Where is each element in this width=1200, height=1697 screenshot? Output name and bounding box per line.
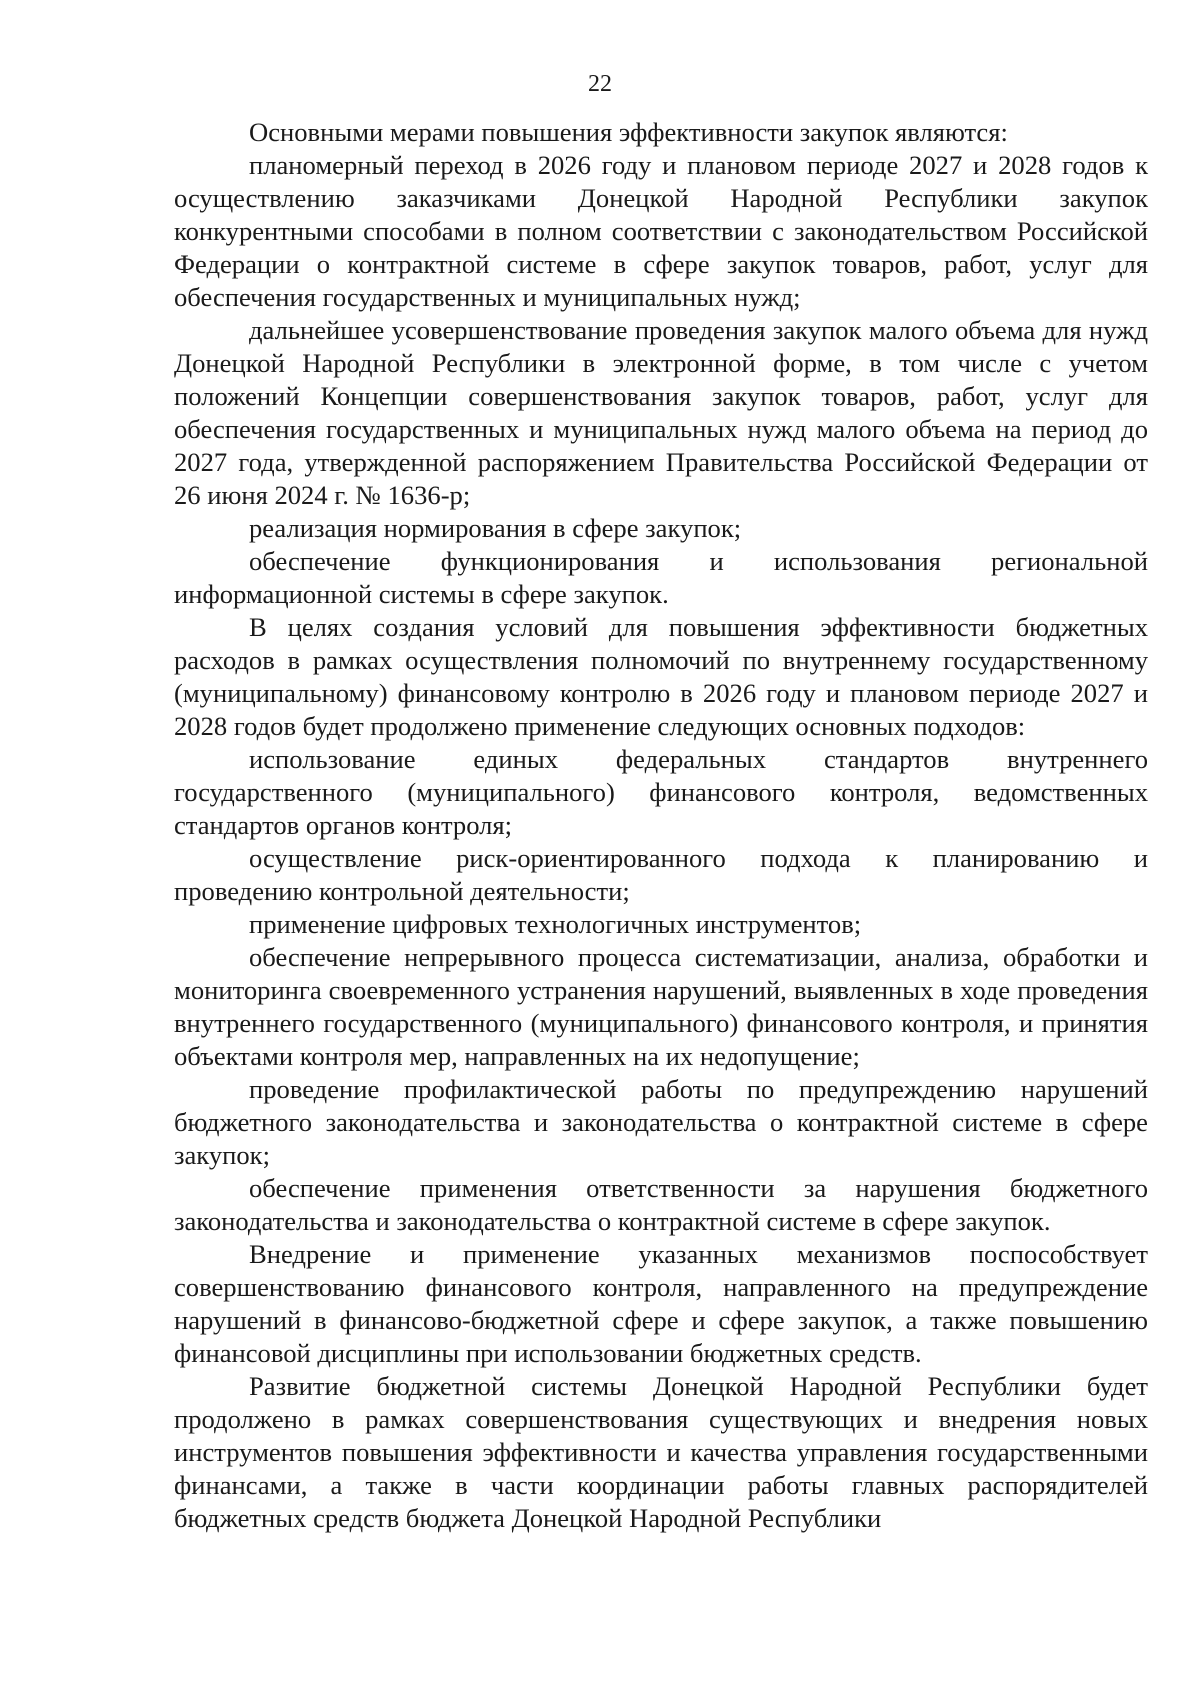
paragraph: Основными мерами повышения эффективности закупок являются: <box>249 117 1008 147</box>
paragraph: обеспечение непрерывного процесса систематизации, анализа, обработки и мониторинга своевременного устранения нарушений, выявленных в ходе проведения внутреннего государственного (муниципального) финансового контроля, и принятия объектами контроля мер, направленных на их недопущение; <box>174 942 1148 1071</box>
paragraph: Внедрение и применение указанных механизмов поспособствует совершенствованию финансового контроля, направленного на предупреждение нарушений в финансово-бюджетной сфере и сфере закупок, а также повышению финансовой дисциплины при использовании бюджетных средств. <box>174 1239 1148 1368</box>
paragraph: применение цифровых технологичных инструментов; <box>249 909 862 939</box>
paragraph: реализация нормирования в сфере закупок; <box>249 513 742 543</box>
paragraph: Развитие бюджетной системы Донецкой Народной Республики будет продолжено в рамках совершенствования существующих и внедрения новых инструментов повышения эффективности и качества управления государственными финансами, а также в части координации работы главных распорядителей бюджетных средств бюджета Донецкой Народной Республики <box>174 1371 1148 1533</box>
paragraph: использование единых федеральных стандартов внутреннего государственного (муниципального) финансового контроля, ведомственных стандартов органов контроля; <box>174 744 1148 840</box>
paragraph: В целях создания условий для повышения эффективности бюджетных расходов в рамках осуществления полномочий по внутреннему государственному (муниципальному) финансовому контролю в 2026 году и плановом периоде 2027 и 2028 годов будет продолжено применение следующих основных подходов: <box>174 612 1148 741</box>
paragraph: проведение профилактической работы по предупреждению нарушений бюджетного законодательства и законодательства о контрактной системе в сфере закупок; <box>174 1074 1148 1170</box>
paragraph: обеспечение функционирования и использования региональной информационной системы в сфере закупок. <box>174 546 1148 609</box>
paragraph: обеспечение применения ответственности за нарушения бюджетного законодательства и законодательства о контрактной системе в сфере закупок. <box>174 1173 1148 1236</box>
document-body <box>174 116 1148 1535</box>
paragraph: осуществление риск-ориентированного подхода к планированию и проведению контрольной деятельности; <box>174 843 1148 906</box>
paragraph: дальнейшее усовершенствование проведения закупок малого объема для нужд Донецкой Народной Республики в электронной форме, в том числе с учетом положений Концепции совершенствования закупок товаров, работ, услуг для обеспечения государственных и муниципальных нужд малого объема на период до 2027 года, утвержденной распоряжением Правительства Российской Федерации от 26 июня 2024 г. № 1636-р; <box>174 315 1148 510</box>
paragraph: планомерный переход в 2026 году и плановом периоде 2027 и 2028 годов к осуществлению заказчиками Донецкой Народной Республики закупок конкурентными способами в полном соответствии с законодательством Российской Федерации о контрактной системе в сфере закупок товаров, работ, услуг для обеспечения государственных и муниципальных нужд; <box>174 150 1148 312</box>
page-number: 22 <box>588 71 612 97</box>
